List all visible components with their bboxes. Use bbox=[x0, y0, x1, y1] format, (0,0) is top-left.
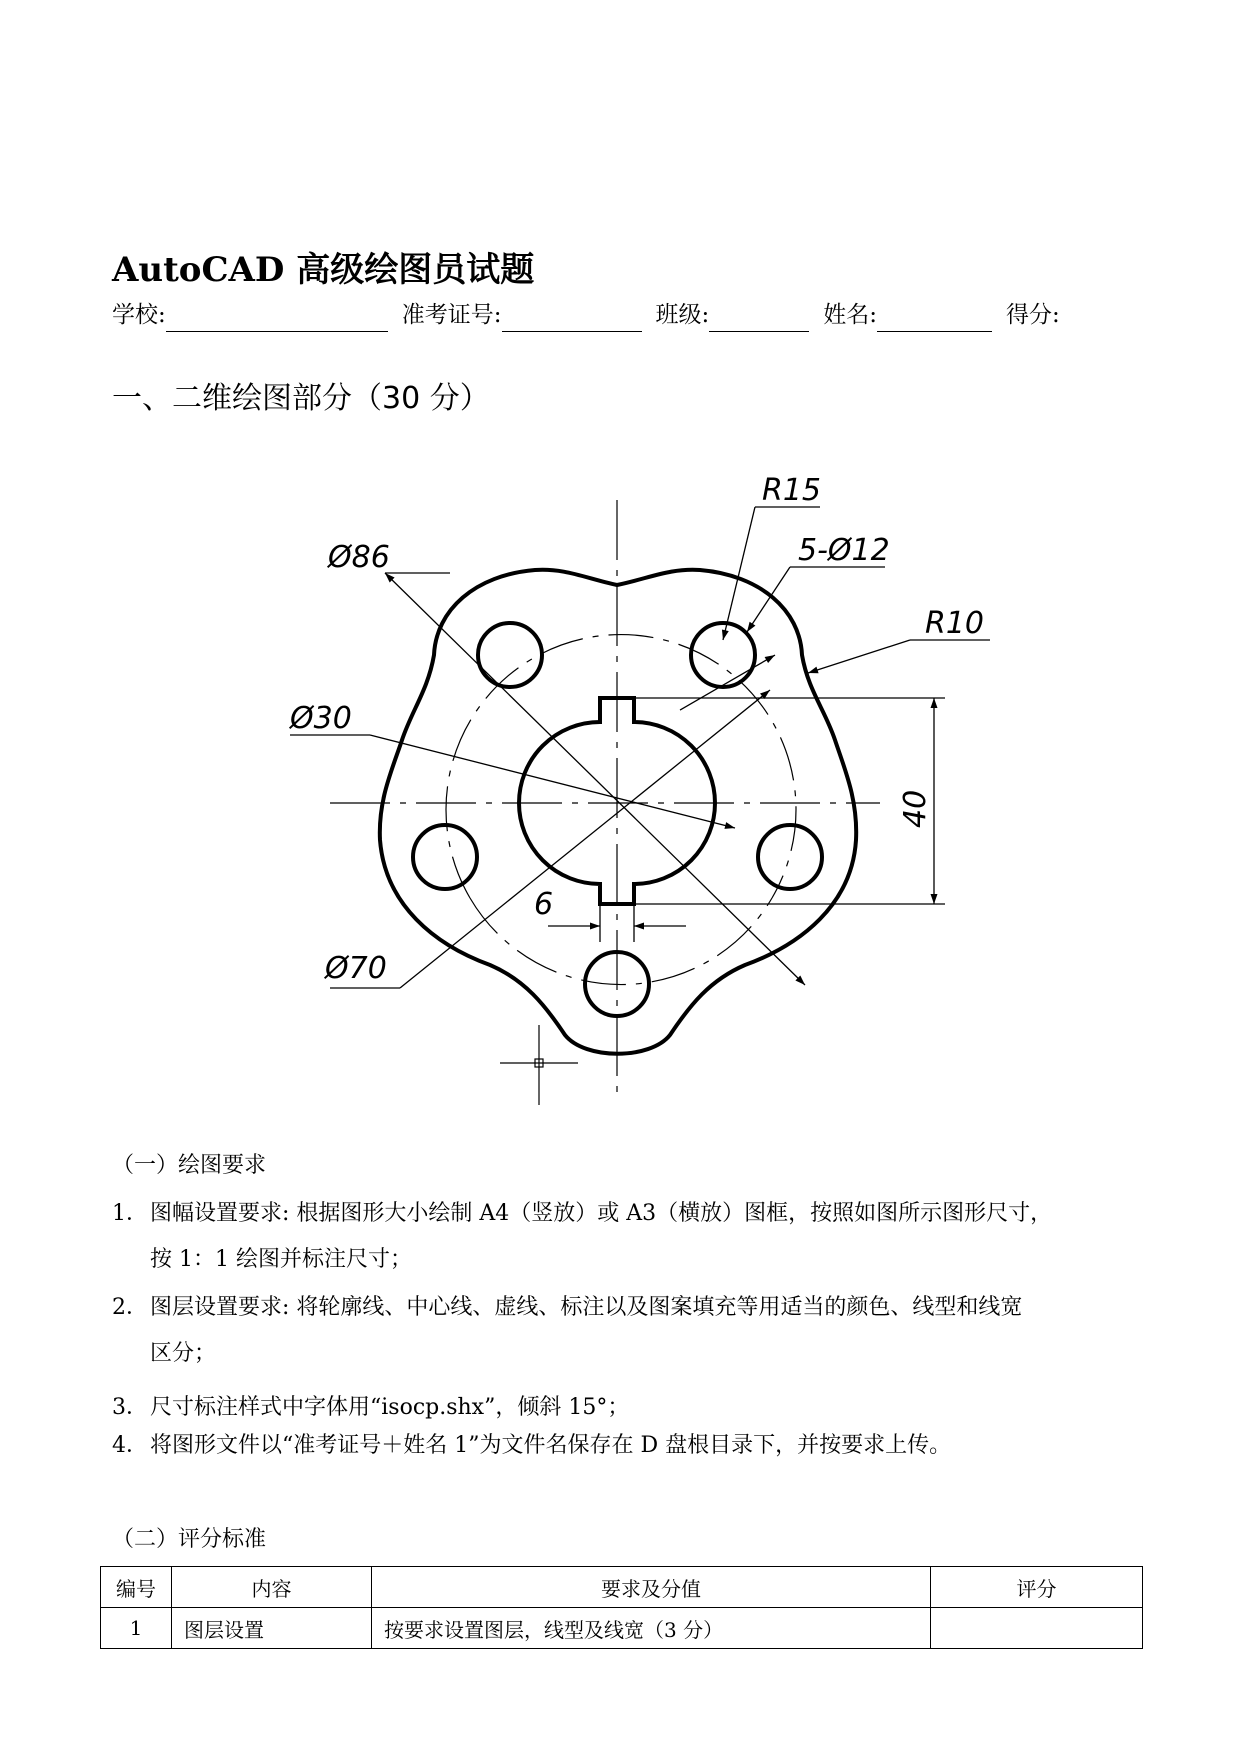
scoring-heading: （二）评分标准 bbox=[112, 1527, 267, 1552]
section-title-2d-drawing: 一、二维绘图部分（30 分） bbox=[112, 381, 490, 416]
requirement-item-2: 2．图层设置要求: 将轮廓线、中心线、虚线、标注以及图案填充等用适当的颜色、线型和线宽 区分； bbox=[112, 1295, 1023, 1366]
requirement-item-1: 1．图幅设置要求: 根据图形大小绘制 A4（竖放）或 A3（横放）图框，按照如图所示图形尺寸， 按 1：1 绘图并标注尺寸； bbox=[112, 1201, 1053, 1272]
dim-label-6: 6 bbox=[534, 887, 554, 922]
bolt-circle-line-lower bbox=[470, 898, 772, 985]
dim-label-d70: Ø70 bbox=[325, 951, 387, 986]
col-header-requirement: 要求及分值 bbox=[372, 1567, 931, 1608]
col-header-number: 编号 bbox=[101, 1567, 172, 1608]
dim-label-d30: Ø30 bbox=[290, 701, 352, 736]
candidate-info-row bbox=[112, 298, 1060, 332]
dim-label-r10: R10 bbox=[925, 606, 985, 641]
name-label: 姓名: bbox=[823, 302, 877, 328]
class-blank bbox=[709, 307, 809, 332]
name-blank bbox=[877, 307, 992, 332]
col-header-content: 内容 bbox=[172, 1567, 372, 1608]
bolt-hole-left bbox=[413, 825, 477, 889]
technical-drawing bbox=[0, 460, 1241, 1120]
cell-requirement: 按要求设置图层，线型及线宽（3 分） bbox=[372, 1608, 931, 1649]
dim-label-holes: 5-Ø12 bbox=[798, 533, 890, 568]
bolt-hole-top-left bbox=[478, 623, 542, 687]
requirement-item-3: 3．尺寸标注样式中字体用“isocp.shx”，倾斜 15°； bbox=[112, 1395, 630, 1420]
col-header-score: 评分 bbox=[931, 1567, 1143, 1608]
bolt-circle-line bbox=[446, 635, 796, 898]
school-label: 学校: bbox=[112, 302, 166, 328]
class-label: 班级: bbox=[655, 302, 710, 328]
page-title: AutoCAD 高级绘图员试题 bbox=[112, 250, 535, 290]
exam-no-label: 准考证号: bbox=[401, 302, 502, 328]
dim-label-40: 40 bbox=[898, 789, 933, 828]
score-label: 得分: bbox=[1006, 302, 1060, 328]
table-row bbox=[101, 1608, 1143, 1649]
school-blank bbox=[166, 307, 388, 332]
bolt-hole-top-right bbox=[691, 623, 755, 687]
cell-score bbox=[931, 1608, 1143, 1649]
dim-label-d86: Ø86 bbox=[328, 540, 390, 575]
scoring-table bbox=[100, 1566, 1143, 1649]
cell-number: 1 bbox=[101, 1608, 172, 1649]
requirements-heading: （一）绘图要求 bbox=[112, 1153, 267, 1178]
table-header-row bbox=[101, 1567, 1143, 1608]
requirement-item-4: 4．将图形文件以“准考证号＋姓名 1”为文件名保存在 D 盘根目录下，并按要求上传。 bbox=[112, 1433, 952, 1458]
dim-label-r15: R15 bbox=[762, 473, 822, 508]
bolt-hole-right bbox=[758, 825, 822, 889]
exam-no-blank bbox=[502, 307, 642, 332]
cell-content: 图层设置 bbox=[172, 1608, 372, 1649]
